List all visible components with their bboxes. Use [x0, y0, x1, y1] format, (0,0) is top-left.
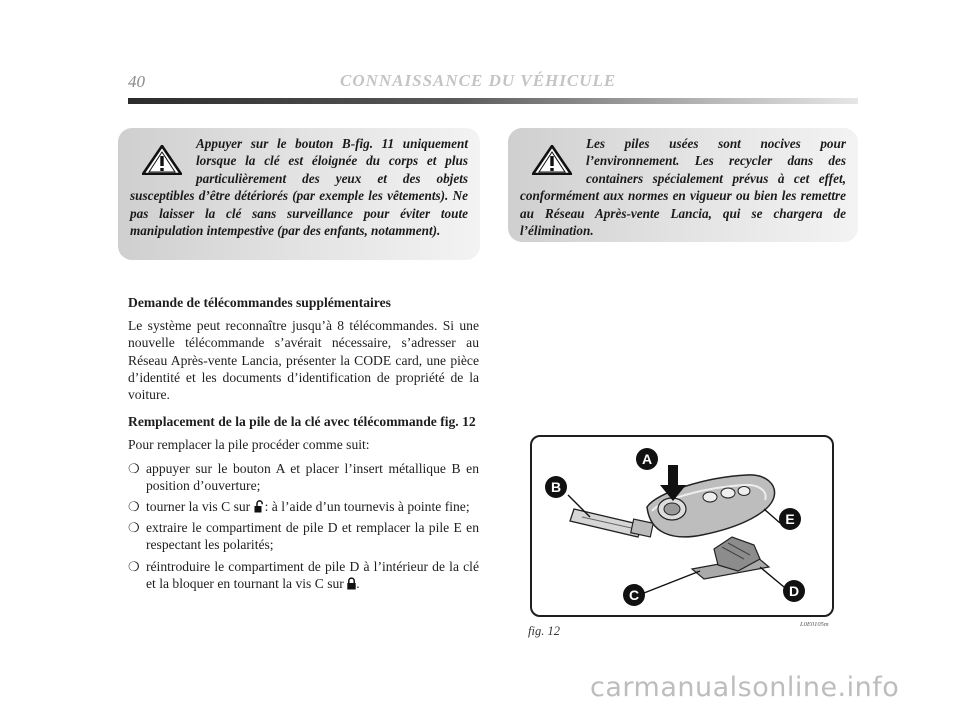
locked-padlock-icon [347, 577, 356, 590]
callout-b [545, 476, 567, 498]
label-c: C [628, 587, 640, 603]
battery-compartment [692, 537, 769, 579]
section-title: CONNAISSANCE DU VÉHICULE [340, 71, 617, 90]
bullet: ❍ [128, 520, 140, 536]
unlocked-padlock-icon [254, 500, 265, 513]
warning-triangle-icon [532, 145, 572, 175]
step-text-end: . [356, 575, 360, 591]
label-a: A [641, 451, 653, 467]
figure-frame [530, 435, 834, 617]
metal-insert [570, 509, 653, 537]
heading-additional-remotes: Demande de télécommandes supplémentaires [128, 295, 391, 310]
step-text: appuyer sur le bouton A et placer l’insert métallique B en position d’ouverture; [146, 460, 479, 493]
steps-list [128, 460, 479, 592]
bullet: ❍ [128, 558, 140, 574]
header-rule [128, 98, 858, 104]
bullet: ❍ [128, 499, 140, 515]
key-body [647, 475, 775, 537]
warning-text-right: Les piles usées sont nocives pour l’environnement. Les recycler dans des containers spécialement prévus à cet effet, conformément aux normes en vigueur ou bien les remettre au Réseau Après-vente Lancia, qui se chargera de l’élimination. [520, 136, 846, 239]
warning-triangle-icon [142, 145, 182, 175]
label-e: E [785, 511, 795, 527]
warning-box-right [508, 128, 858, 242]
warning-text-left: Appuyer sur le bouton B-fig. 11 uniquement lorsque la clé est éloignée du corps et plus particulièrement des yeux et des objets susceptibles d’être détériorés (par exemple les vêtements). Ne pas laisser la clé sans surveillance pour éviter toute manipulation intempestive (par des enfants, notamment). [130, 136, 468, 239]
bullet: ❍ [128, 460, 140, 476]
figure-code: L0E0105m [800, 621, 829, 628]
heading-battery-replacement: Remplacement de la pile de la clé avec télécommande fig. 12 [128, 414, 476, 430]
battery-intro: Pour remplacer la pile procéder comme suit: [128, 437, 370, 453]
callout-e [779, 508, 801, 530]
watermark: carmanualsonline.info [590, 672, 900, 703]
list-item [128, 460, 479, 494]
callout-d [783, 580, 805, 602]
main-content [128, 294, 479, 596]
warning-box-left [118, 128, 480, 260]
list-item [128, 519, 479, 553]
step-text: tourner la vis C sur [146, 499, 251, 515]
figure-caption: fig. 12 [528, 624, 560, 638]
page-number: 40 [128, 72, 145, 91]
list-item [128, 498, 479, 515]
callout-a [636, 448, 658, 470]
paragraph-additional-remotes: Le système peut reconnaître jusqu’à 8 télécommandes. Si une nouvelle télécommande s’avérait nécessaire, s’adresser au Réseau Après-vente Lancia, présenter la CODE card, une pièce d’identité et les documents d’identification de propriété de la voiture. [128, 318, 479, 403]
list-item [128, 558, 479, 592]
step-text: réintroduire le compartiment de pile D à l’intérieur de la clé et la bloquer en tournant la vis C sur [146, 558, 479, 591]
callout-c [623, 584, 645, 606]
label-b: B [550, 479, 562, 495]
step-text: extraire le compartiment de pile D et remplacer la pile E en respectant les polarités; [146, 520, 479, 553]
label-d: D [788, 583, 800, 599]
step-text-continued: : à l’aide d’un tournevis à pointe fine; [264, 499, 470, 515]
key-illustration [532, 437, 832, 615]
